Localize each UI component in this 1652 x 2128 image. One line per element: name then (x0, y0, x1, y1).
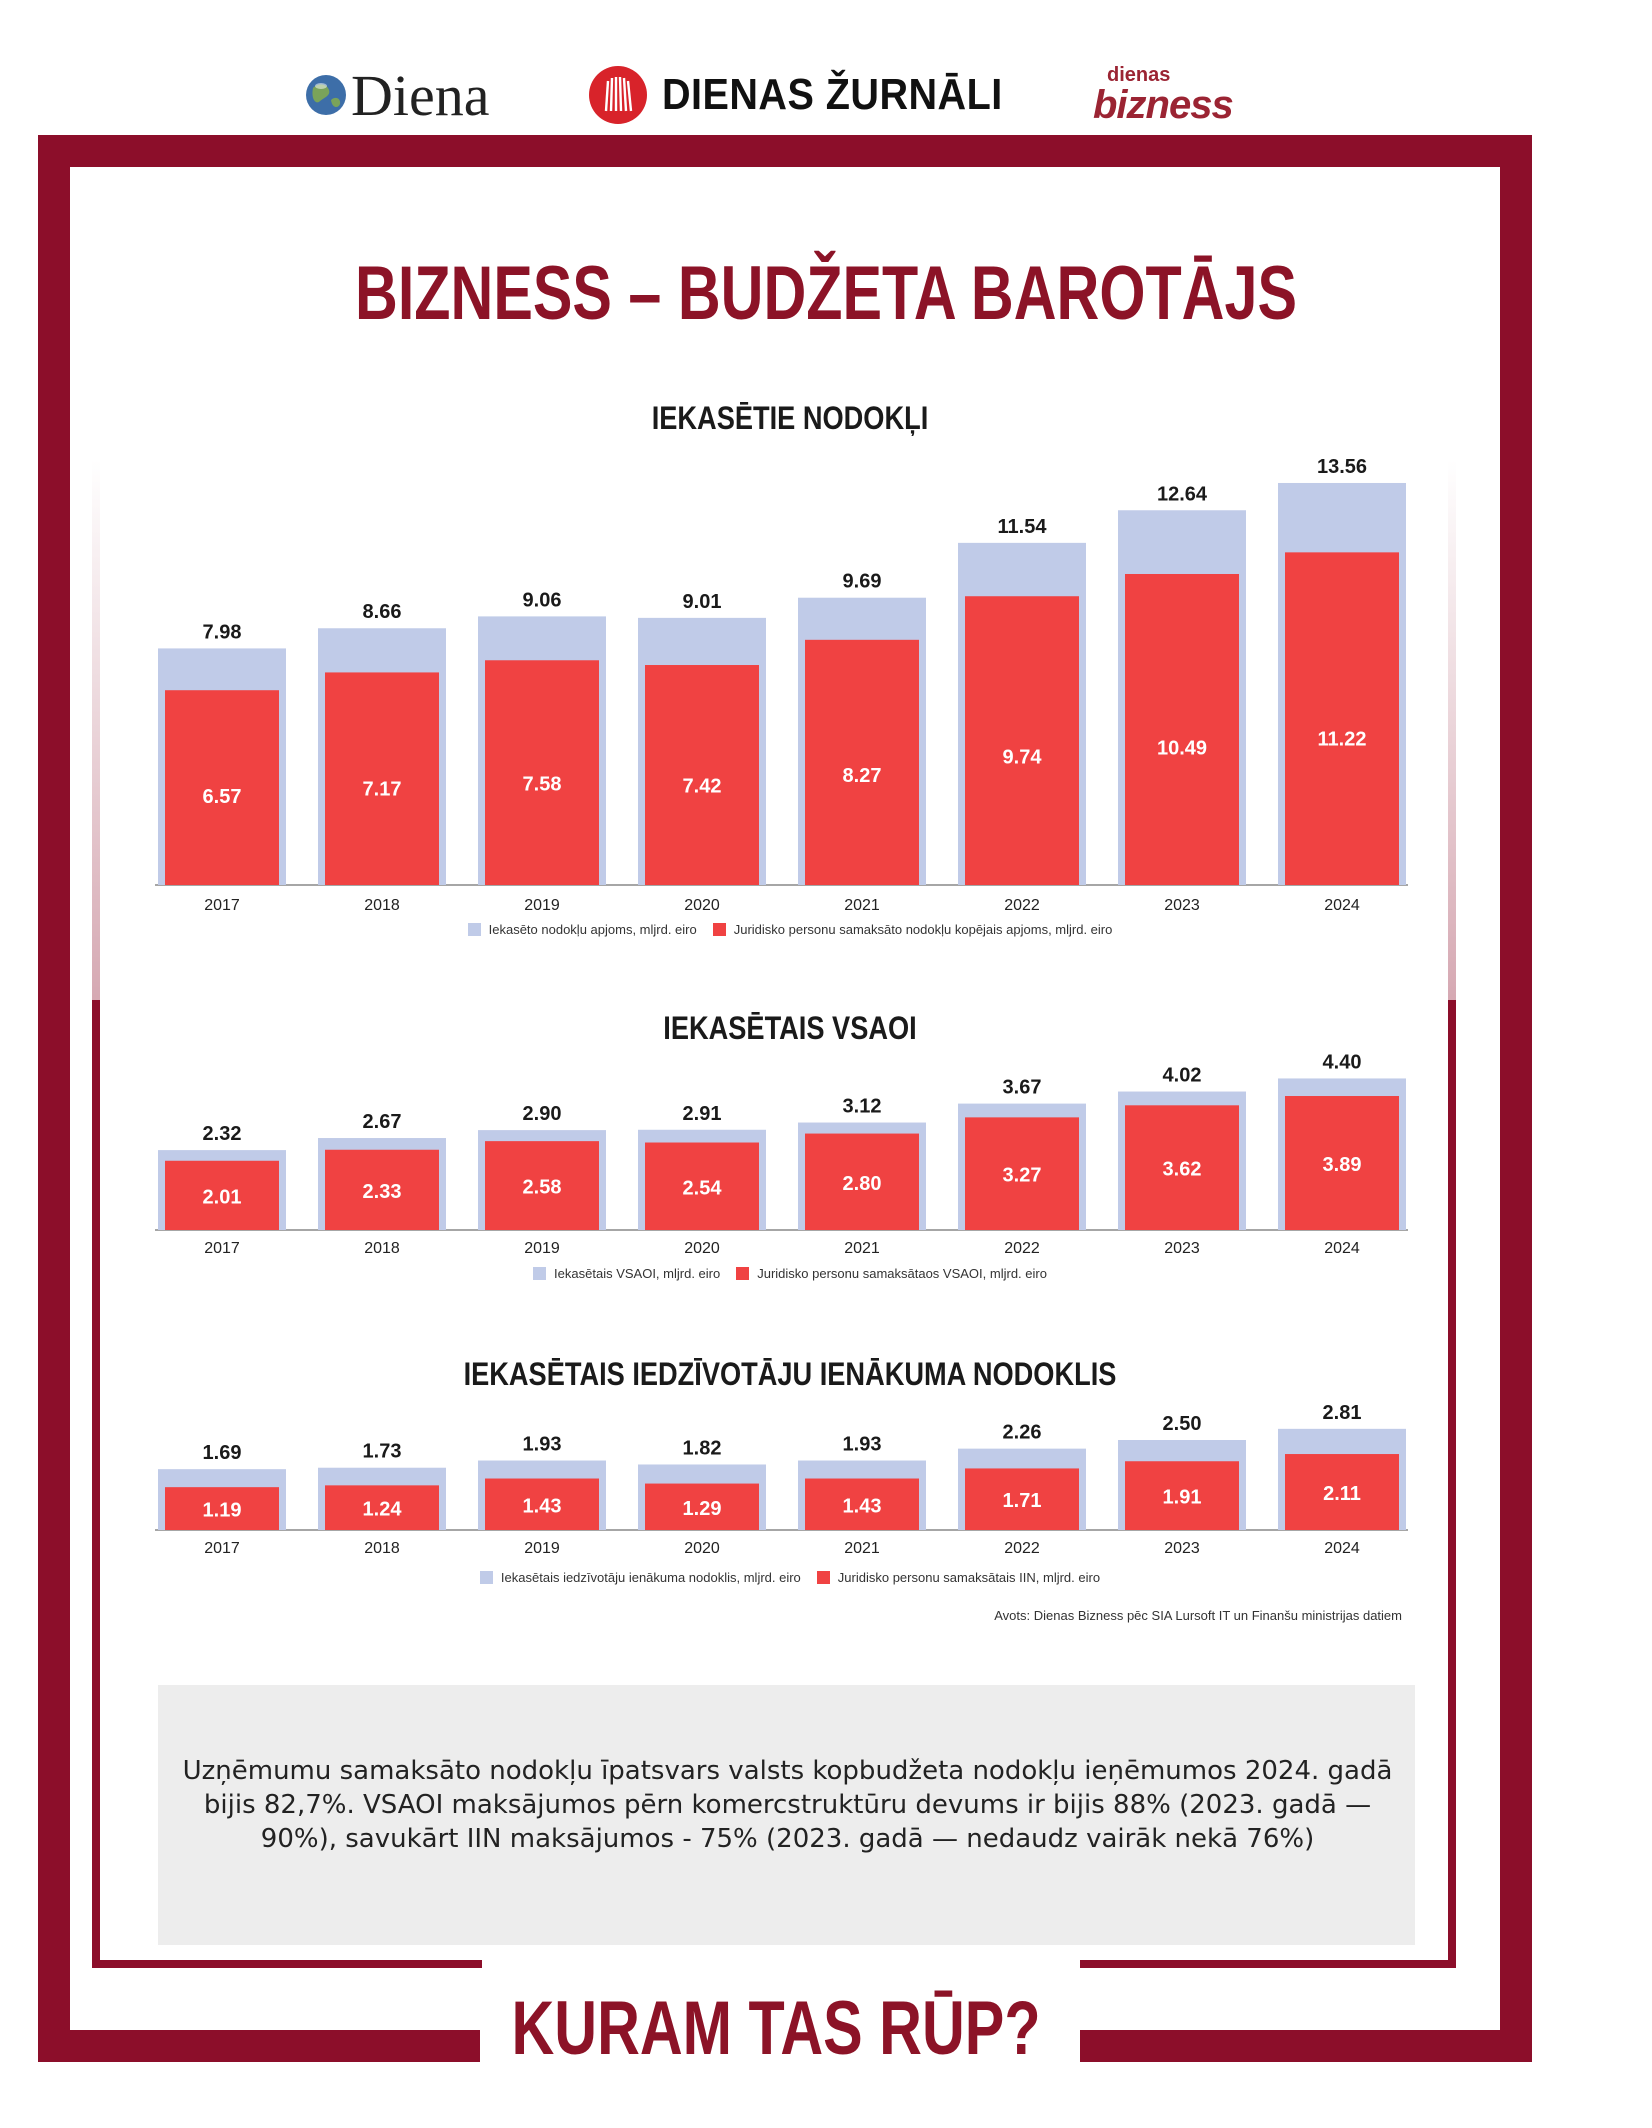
legal-bar (805, 640, 919, 885)
total-value-label: 3.12 (842, 1095, 882, 1118)
year-tick-label: 2019 (524, 897, 560, 914)
legal-value-label: 1.19 (202, 1499, 242, 1522)
total-value-label: 2.81 (1322, 1401, 1362, 1424)
legend-swatch-legal (736, 1267, 749, 1280)
year-tick-label: 2024 (1324, 897, 1360, 914)
year-tick-label: 2020 (684, 897, 720, 914)
dienas-zurnali-logo-text: DIENAS ŽURNĀLI (662, 70, 1003, 119)
legend-item-total (480, 1570, 801, 1585)
source-note: Avots: Dienas Bizness pēc SIA Lursoft IT un Finanšu ministrijas datiem (994, 1608, 1402, 1623)
total-value-label: 2.91 (682, 1102, 722, 1125)
year-tick-label: 2018 (364, 1240, 400, 1257)
year-tick-label: 2017 (204, 1540, 240, 1557)
year-tick-label: 2023 (1164, 897, 1200, 914)
total-value-label: 2.50 (1162, 1413, 1202, 1435)
legal-value-label: 2.01 (202, 1186, 242, 1209)
legal-value-label: 3.89 (1322, 1154, 1362, 1177)
total-value-label: 1.93 (522, 1433, 562, 1456)
year-tick-label: 2017 (204, 1240, 240, 1257)
year-tick-label: 2024 (1324, 1240, 1360, 1257)
legend-swatch-total (480, 1571, 493, 1584)
chart-1-legend (100, 922, 1480, 937)
legal-value-label: 10.49 (1156, 737, 1208, 760)
year-tick-label: 2024 (1324, 1540, 1360, 1557)
page-title: BIZNESS – BUDŽETA BAROTĀJS (355, 251, 1297, 336)
legal-value-label: 9.74 (1002, 746, 1042, 769)
legal-value-label: 7.17 (362, 778, 402, 801)
year-tick-label: 2021 (844, 1240, 880, 1257)
bottom-title: KURAM TAS RŪP? (511, 1986, 1041, 2071)
year-tick-label: 2018 (364, 897, 400, 914)
total-value-label: 1.82 (682, 1437, 722, 1460)
total-value-label: 1.69 (202, 1442, 242, 1465)
total-value-label: 12.64 (1156, 483, 1208, 506)
total-value-label: 9.69 (842, 570, 882, 593)
legal-value-label: 7.58 (522, 773, 562, 796)
legal-value-label: 2.54 (682, 1177, 722, 1200)
total-value-label: 9.06 (522, 589, 562, 612)
legend-label-total: Iekasētais VSAOI, mljrd. eiro (554, 1266, 721, 1281)
year-tick-label: 2021 (844, 1540, 880, 1557)
dienas-bizness-logo-small: dienas (1107, 64, 1171, 86)
legend-item-total (468, 922, 697, 937)
chart-3-legend (100, 1570, 1480, 1585)
total-value-label: 9.01 (682, 590, 722, 613)
year-tick-label: 2017 (204, 897, 240, 914)
legend-item-legal (817, 1570, 1100, 1585)
total-value-label: 1.93 (842, 1433, 882, 1456)
legal-value-label: 7.42 (682, 775, 722, 798)
total-value-label: 2.32 (202, 1123, 242, 1146)
legal-value-label: 1.43 (522, 1495, 562, 1518)
legal-value-label: 6.57 (202, 786, 242, 809)
legal-value-label: 1.24 (362, 1498, 402, 1521)
legal-value-label: 2.11 (1323, 1483, 1361, 1506)
total-value-label: 11.54 (997, 515, 1047, 538)
legend-item-legal (713, 922, 1113, 937)
legal-value-label: 1.43 (842, 1495, 882, 1518)
info-text: Uzņēmumu samaksāto nodokļu īpatsvars valsts kopbudžeta nodokļu ieņēmumos 2024. gadā bijis 82,7%. VSAOI maksājumos pērn komercstruktūru devums ir bijis 88% (2023. gadā — 90%), savukārt IIN maksājumos - 75% (2023. gadā — nedaudz vairāk nekā 76%) (182, 1756, 1393, 1854)
legal-value-label: 1.71 (1002, 1490, 1042, 1513)
legal-value-label: 1.29 (682, 1497, 722, 1520)
legal-value-label: 3.62 (1162, 1158, 1202, 1181)
legend-swatch-total (468, 923, 481, 936)
legal-bar (965, 596, 1079, 885)
year-tick-label: 2020 (684, 1240, 720, 1257)
year-tick-label: 2022 (1004, 1540, 1040, 1557)
legend-label-total: Iekasēto nodokļu apjoms, mljrd. eiro (488, 922, 697, 937)
legal-value-label: 2.33 (362, 1180, 402, 1203)
legal-value-label: 1.91 (1162, 1486, 1202, 1509)
legend-swatch-total (533, 1267, 546, 1280)
year-tick-label: 2022 (1004, 897, 1040, 914)
year-tick-label: 2018 (364, 1540, 400, 1557)
year-tick-label: 2023 (1164, 1540, 1200, 1557)
year-tick-label: 2020 (684, 1540, 720, 1557)
legend-label-legal: Juridisko personu samaksāto nodokļu kopējais apjoms, mljrd. eiro (733, 922, 1113, 937)
total-value-label: 8.66 (362, 601, 402, 624)
year-tick-label: 2019 (524, 1540, 560, 1557)
total-value-label: 2.26 (1002, 1421, 1042, 1444)
total-value-label: 13.56 (1316, 455, 1368, 478)
legend-label-legal: Juridisko personu samaksātais IIN, mljrd. eiro (837, 1570, 1101, 1585)
legal-value-label: 3.27 (1002, 1164, 1042, 1187)
legend-item-legal (736, 1266, 1047, 1281)
legal-value-label: 2.80 (842, 1172, 882, 1195)
legend-swatch-legal (817, 1571, 830, 1584)
year-tick-label: 2022 (1004, 1240, 1040, 1257)
legal-bar (1125, 574, 1239, 885)
total-value-label: 2.90 (522, 1103, 562, 1126)
chart-2-legend (100, 1266, 1480, 1281)
year-tick-label: 2021 (844, 897, 880, 914)
total-value-label: 7.98 (202, 621, 242, 644)
year-tick-label: 2019 (524, 1240, 560, 1257)
legend-swatch-legal (713, 923, 726, 936)
total-value-label: 4.40 (1322, 1051, 1362, 1074)
legal-value-label: 8.27 (842, 765, 882, 788)
legal-value-label: 11.22 (1317, 728, 1367, 751)
diena-logo-text: Diena (351, 62, 490, 128)
dienas-bizness-logo-big: bizness (1093, 83, 1233, 127)
legend-label-total: Iekasētais iedzīvotāju ienākuma nodoklis, mljrd. eiro (500, 1570, 801, 1585)
legend-label-legal: Juridisko personu samaksātaos VSAOI, mljrd. eiro (757, 1266, 1047, 1281)
total-value-label: 4.02 (1162, 1064, 1202, 1087)
total-value-label: 3.67 (1002, 1076, 1042, 1099)
total-value-label: 2.67 (362, 1111, 402, 1134)
legal-bar (1285, 552, 1399, 885)
legend-item-total (533, 1266, 720, 1281)
year-tick-label: 2023 (1164, 1240, 1200, 1257)
chart-3-title: IEKASĒTAIS IEDZĪVOTĀJU IENĀKUMA NODOKLIS (463, 1356, 1117, 1392)
legal-value-label: 2.58 (522, 1176, 562, 1199)
chart-2-title: IEKASĒTAIS VSAOI (663, 1010, 917, 1046)
total-value-label: 1.73 (362, 1440, 402, 1463)
chart-1-title: IEKASĒTIE NODOKĻI (651, 400, 929, 436)
